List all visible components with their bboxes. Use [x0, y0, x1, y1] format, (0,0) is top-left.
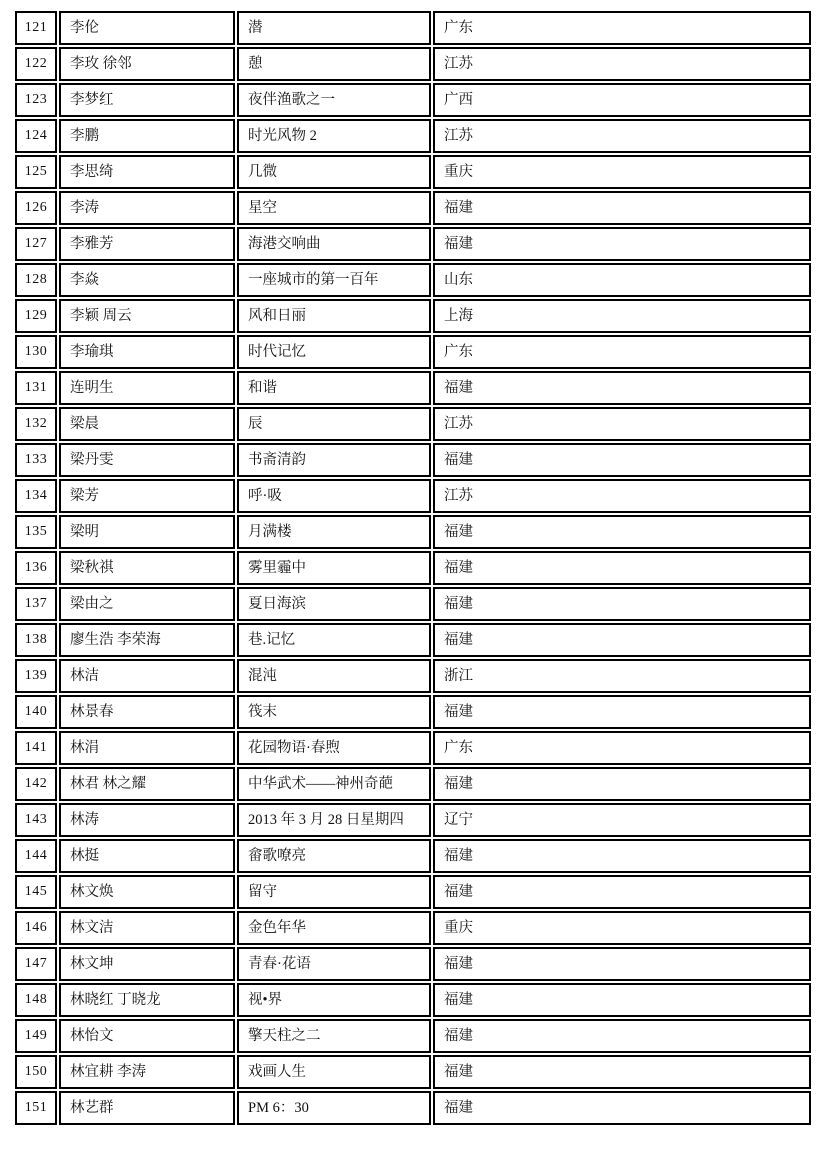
- region-cell: 福建: [433, 515, 811, 549]
- region-cell: 福建: [433, 1019, 811, 1053]
- authors-cell: 林文焕: [59, 875, 235, 909]
- authors-cell: 梁晨: [59, 407, 235, 441]
- authors-cell: 梁丹雯: [59, 443, 235, 477]
- row-number-cell: 134: [15, 479, 57, 513]
- title-cell: 中华武术——神州奇葩: [237, 767, 431, 801]
- title-cell: 花园物语·春煦: [237, 731, 431, 765]
- row-number-cell: 143: [15, 803, 57, 837]
- title-cell: 时光风物 2: [237, 119, 431, 153]
- table-row: [15, 479, 811, 513]
- authors-cell: 林景春: [59, 695, 235, 729]
- authors-cell: 林涛: [59, 803, 235, 837]
- authors-cell: 李颖 周云: [59, 299, 235, 333]
- authors-cell: 李涛: [59, 191, 235, 225]
- table-row: [15, 191, 811, 225]
- row-number-cell: 135: [15, 515, 57, 549]
- table-row: [15, 1055, 811, 1089]
- row-number-cell: 147: [15, 947, 57, 981]
- region-cell: 山东: [433, 263, 811, 297]
- table-row: [15, 11, 811, 45]
- region-cell: 福建: [433, 227, 811, 261]
- region-cell: 福建: [433, 767, 811, 801]
- row-number-cell: 151: [15, 1091, 57, 1125]
- region-cell: 广西: [433, 83, 811, 117]
- table-row: [15, 155, 811, 189]
- region-cell: 广东: [433, 11, 811, 45]
- row-number-cell: 124: [15, 119, 57, 153]
- authors-cell: 连明生: [59, 371, 235, 405]
- table-row: [15, 443, 811, 477]
- title-cell: 金色年华: [237, 911, 431, 945]
- authors-cell: 林文洁: [59, 911, 235, 945]
- region-cell: 重庆: [433, 155, 811, 189]
- authors-cell: 李玫 徐邻: [59, 47, 235, 81]
- row-number-cell: 133: [15, 443, 57, 477]
- row-number-cell: 136: [15, 551, 57, 585]
- row-number-cell: 121: [15, 11, 57, 45]
- row-number-cell: 125: [15, 155, 57, 189]
- title-cell: 星空: [237, 191, 431, 225]
- table-row: [15, 839, 811, 873]
- table-row: [15, 371, 811, 405]
- region-cell: 福建: [433, 839, 811, 873]
- table-row: [15, 1019, 811, 1053]
- authors-cell: 林君 林之耀: [59, 767, 235, 801]
- title-cell: 夜伴渔歌之一: [237, 83, 431, 117]
- authors-cell: 林挺: [59, 839, 235, 873]
- region-cell: 上海: [433, 299, 811, 333]
- title-cell: 2013 年 3 月 28 日星期四: [237, 803, 431, 837]
- authors-cell: 李伦: [59, 11, 235, 45]
- row-number-cell: 123: [15, 83, 57, 117]
- title-cell: 书斋清韵: [237, 443, 431, 477]
- row-number-cell: 144: [15, 839, 57, 873]
- region-cell: 江苏: [433, 47, 811, 81]
- region-cell: 福建: [433, 1055, 811, 1089]
- table-row: [15, 407, 811, 441]
- title-cell: 月满楼: [237, 515, 431, 549]
- authors-cell: 梁秋祺: [59, 551, 235, 585]
- title-cell: PM 6：30: [237, 1091, 431, 1125]
- table-row: [15, 947, 811, 981]
- row-number-cell: 142: [15, 767, 57, 801]
- table-row: [15, 515, 811, 549]
- title-cell: 视•界: [237, 983, 431, 1017]
- table-row: [15, 983, 811, 1017]
- table-row: [15, 659, 811, 693]
- region-cell: 福建: [433, 875, 811, 909]
- row-number-cell: 149: [15, 1019, 57, 1053]
- region-cell: 福建: [433, 623, 811, 657]
- region-cell: 广东: [433, 731, 811, 765]
- table-row: [15, 227, 811, 261]
- title-cell: 戏画人生: [237, 1055, 431, 1089]
- authors-cell: 林艺群: [59, 1091, 235, 1125]
- row-number-cell: 127: [15, 227, 57, 261]
- title-cell: 夏日海滨: [237, 587, 431, 621]
- region-cell: 江苏: [433, 407, 811, 441]
- authors-cell: 梁由之: [59, 587, 235, 621]
- title-cell: 擎天柱之二: [237, 1019, 431, 1053]
- title-cell: 筏末: [237, 695, 431, 729]
- table-row: [15, 623, 811, 657]
- table-row: [15, 875, 811, 909]
- authors-cell: 李瑜琪: [59, 335, 235, 369]
- row-number-cell: 131: [15, 371, 57, 405]
- title-cell: 畲歌嘹亮: [237, 839, 431, 873]
- row-number-cell: 128: [15, 263, 57, 297]
- title-cell: 憩: [237, 47, 431, 81]
- region-cell: 福建: [433, 443, 811, 477]
- title-cell: 风和日丽: [237, 299, 431, 333]
- title-cell: 巷.记忆: [237, 623, 431, 657]
- title-cell: 潜: [237, 11, 431, 45]
- title-cell: 和谐: [237, 371, 431, 405]
- authors-cell: 梁明: [59, 515, 235, 549]
- region-cell: 福建: [433, 551, 811, 585]
- title-cell: 一座城市的第一百年: [237, 263, 431, 297]
- title-cell: 混沌: [237, 659, 431, 693]
- artwork-roster-table: [13, 9, 813, 1127]
- title-cell: 留守: [237, 875, 431, 909]
- region-cell: 浙江: [433, 659, 811, 693]
- table-row: [15, 803, 811, 837]
- region-cell: 福建: [433, 191, 811, 225]
- region-cell: 福建: [433, 1091, 811, 1125]
- authors-cell: 廖生浩 李荣海: [59, 623, 235, 657]
- table-row: [15, 47, 811, 81]
- row-number-cell: 141: [15, 731, 57, 765]
- row-number-cell: 140: [15, 695, 57, 729]
- region-cell: 福建: [433, 371, 811, 405]
- authors-cell: 李思绮: [59, 155, 235, 189]
- region-cell: 江苏: [433, 479, 811, 513]
- table-row: [15, 83, 811, 117]
- row-number-cell: 138: [15, 623, 57, 657]
- region-cell: 福建: [433, 695, 811, 729]
- authors-cell: 梁芳: [59, 479, 235, 513]
- row-number-cell: 122: [15, 47, 57, 81]
- row-number-cell: 137: [15, 587, 57, 621]
- row-number-cell: 129: [15, 299, 57, 333]
- title-cell: 青春·花语: [237, 947, 431, 981]
- table-row: [15, 551, 811, 585]
- table-row: [15, 299, 811, 333]
- table-rows: [15, 11, 811, 1125]
- title-cell: 辰: [237, 407, 431, 441]
- table-row: [15, 767, 811, 801]
- title-cell: 雾里霾中: [237, 551, 431, 585]
- authors-cell: 李雅芳: [59, 227, 235, 261]
- region-cell: 辽宁: [433, 803, 811, 837]
- region-cell: 江苏: [433, 119, 811, 153]
- table-row: [15, 911, 811, 945]
- row-number-cell: 145: [15, 875, 57, 909]
- title-cell: 几微: [237, 155, 431, 189]
- title-cell: 海港交响曲: [237, 227, 431, 261]
- row-number-cell: 132: [15, 407, 57, 441]
- table-row: [15, 695, 811, 729]
- authors-cell: 林宜耕 李涛: [59, 1055, 235, 1089]
- row-number-cell: 146: [15, 911, 57, 945]
- authors-cell: 李梦红: [59, 83, 235, 117]
- row-number-cell: 148: [15, 983, 57, 1017]
- row-number-cell: 150: [15, 1055, 57, 1089]
- region-cell: 福建: [433, 983, 811, 1017]
- table-row: [15, 119, 811, 153]
- region-cell: 福建: [433, 587, 811, 621]
- title-cell: 呼·吸: [237, 479, 431, 513]
- authors-cell: 林文坤: [59, 947, 235, 981]
- row-number-cell: 139: [15, 659, 57, 693]
- authors-cell: 林晓红 丁晓龙: [59, 983, 235, 1017]
- table-row: [15, 263, 811, 297]
- authors-cell: 林怡文: [59, 1019, 235, 1053]
- table-row: [15, 1091, 811, 1125]
- table-row: [15, 731, 811, 765]
- authors-cell: 李鹏: [59, 119, 235, 153]
- region-cell: 广东: [433, 335, 811, 369]
- region-cell: 重庆: [433, 911, 811, 945]
- title-cell: 时代记忆: [237, 335, 431, 369]
- table-row: [15, 587, 811, 621]
- row-number-cell: 130: [15, 335, 57, 369]
- table-row: [15, 335, 811, 369]
- region-cell: 福建: [433, 947, 811, 981]
- row-number-cell: 126: [15, 191, 57, 225]
- authors-cell: 林洁: [59, 659, 235, 693]
- authors-cell: 李焱: [59, 263, 235, 297]
- authors-cell: 林涓: [59, 731, 235, 765]
